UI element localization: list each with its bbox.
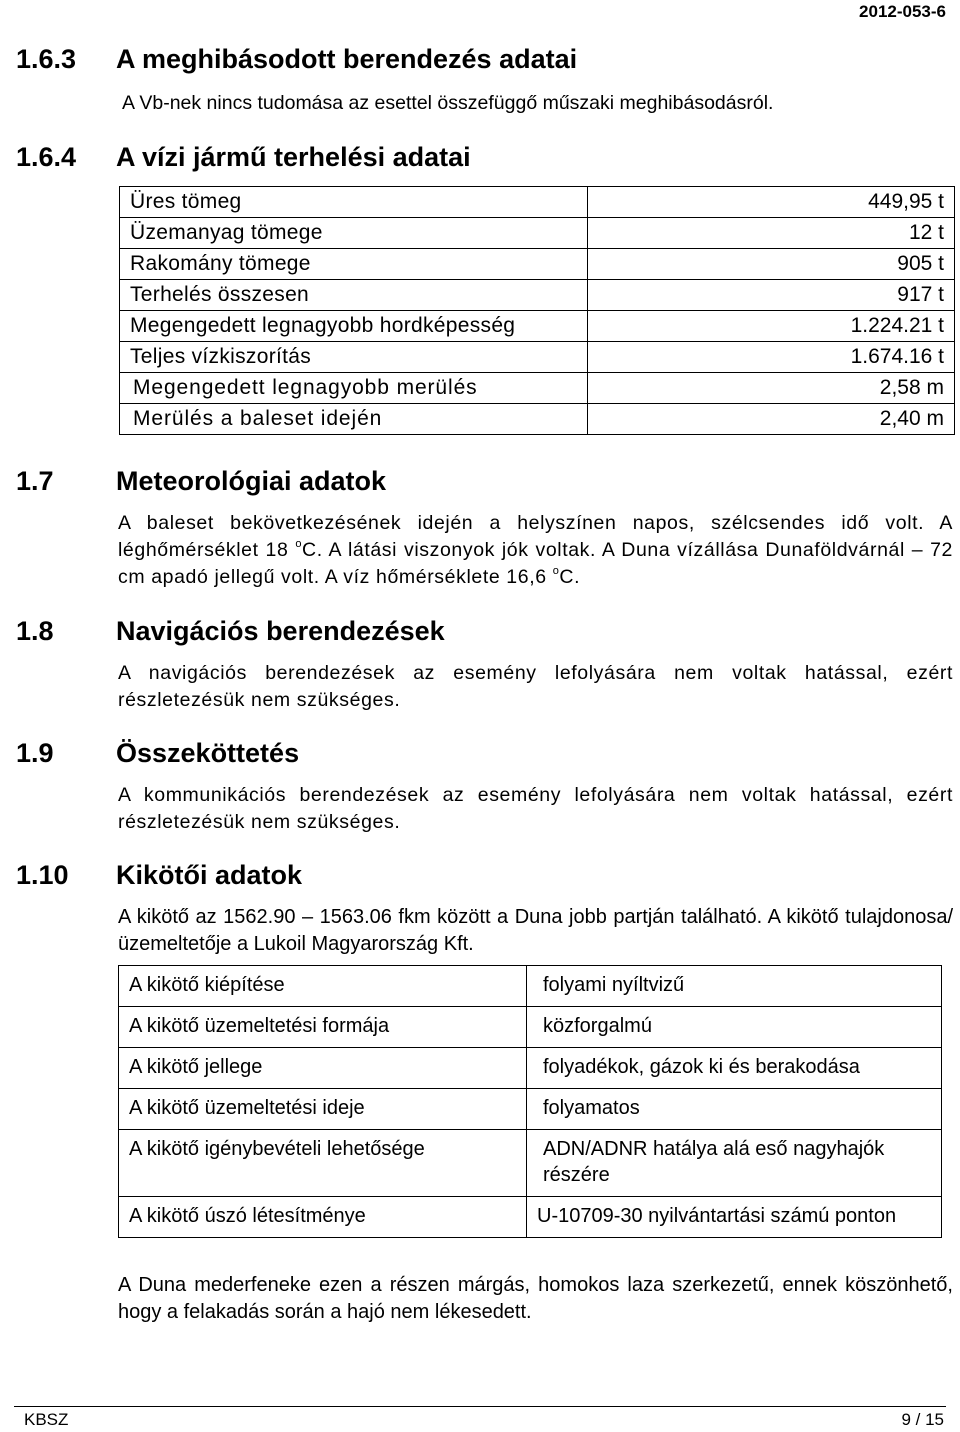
port-data-table <box>118 965 942 1238</box>
port-table-row <box>119 1007 942 1048</box>
load-table-row <box>120 342 955 373</box>
port-key: A kikötő üzemeltetési ideje <box>119 1089 527 1130</box>
section-number: 1.9 <box>16 738 54 768</box>
load-label: Teljes vízkiszorítás <box>120 342 588 373</box>
port-key: A kikötő üzemeltetési formája <box>119 1007 527 1048</box>
load-data-table <box>119 186 955 435</box>
load-value: 449,95 t <box>588 187 955 218</box>
port-key: A kikötő úszó létesítménye <box>119 1197 527 1238</box>
section-number: 1.6.4 <box>16 142 77 172</box>
load-label: Megengedett legnagyobb hordképesség <box>120 311 588 342</box>
port-value: ADN/ADNR hatálya alá eső nagyhajók részére <box>527 1130 942 1197</box>
section-number: 1.7 <box>16 466 54 496</box>
port-value: U-10709-30 nyilvántartási számú ponton <box>527 1197 942 1238</box>
load-table-row <box>120 218 955 249</box>
port-value: közforgalmú <box>527 1007 942 1048</box>
degree-mark: o <box>295 538 303 550</box>
load-label: Merülés a baleset idején <box>120 404 588 435</box>
load-value: 2,58 m <box>588 373 955 404</box>
degree-mark: o <box>552 565 560 577</box>
load-label: Megengedett legnagyobb merülés <box>120 373 588 404</box>
weather-text-part1: A baleset bekövetkezésének idején a helyszínen napos, szélcsendes idő volt. A léghőmérséklet 18 <box>118 512 953 561</box>
load-table-row <box>120 280 955 311</box>
section-title: Összeköttetés <box>116 738 300 768</box>
footer-divider <box>14 1406 946 1407</box>
section-1-10-text: A kikötő az 1562.90 – 1563.06 fkm között a Duna jobb partján található. A kikötő tulajdonosa/üzemeltetője a Lukoil Magyarország Kft. <box>118 906 953 955</box>
port-table-row <box>119 1197 942 1238</box>
load-value: 1.224.21 t <box>588 311 955 342</box>
section-title: A vízi jármű terhelési adatai <box>116 142 471 172</box>
section-number: 1.10 <box>16 860 69 890</box>
port-key: A kikötő jellege <box>119 1048 527 1089</box>
port-value: folyami nyíltvizű <box>527 966 942 1007</box>
load-table-row <box>120 249 955 280</box>
document-number: 2012-053-6 <box>859 2 946 21</box>
port-key: A kikötő kiépítése <box>119 966 527 1007</box>
load-label: Üres tömeg <box>120 187 588 218</box>
load-value: 12 t <box>588 218 955 249</box>
section-title: Navigációs berendezések <box>116 616 445 646</box>
load-value: 917 t <box>588 280 955 311</box>
load-value: 905 t <box>588 249 955 280</box>
load-value: 2,40 m <box>588 404 955 435</box>
section-1-9-text: A kommunikációs berendezések az esemény lefolyására nem voltak hatással, ezért részletezésük nem szükséges. <box>118 784 953 833</box>
footer-org: KBSZ <box>24 1410 69 1429</box>
section-title: Kikötői adatok <box>116 860 303 890</box>
section-1-7-text <box>118 510 953 591</box>
load-table-row <box>120 373 955 404</box>
section-1-10-closing: A Duna mederfeneke ezen a részen márgás, homokos laza szerkezetű, ennek köszönhető, hogy a felakadás során a hajó nem lékesedett. <box>118 1274 953 1323</box>
section-1-6-3-text: A Vb-nek nincs tudomása az esettel összefüggő műszaki meghibásodásról. <box>122 92 774 114</box>
load-table-row <box>120 187 955 218</box>
load-label: Üzemanyag tömege <box>120 218 588 249</box>
port-value: folyamatos <box>527 1089 942 1130</box>
page-number: 9 / 15 <box>901 1410 944 1429</box>
port-table-row <box>119 1048 942 1089</box>
port-value: folyadékok, gázok ki és berakodása <box>527 1048 942 1089</box>
port-key: A kikötő igénybevételi lehetősége <box>119 1130 527 1197</box>
section-1-8-text: A navigációs berendezések az esemény lefolyására nem voltak hatással, ezért részletezésük nem szükséges. <box>118 662 953 711</box>
section-title: A meghibásodott berendezés adatai <box>116 44 578 74</box>
port-table-row <box>119 966 942 1007</box>
load-label: Terhelés összesen <box>120 280 588 311</box>
load-label: Rakomány tömege <box>120 249 588 280</box>
section-title: Meteorológiai adatok <box>116 466 387 496</box>
weather-text-part2: C. A látási viszonyok jók voltak. A Duna vízállása Dunaföldvárnál – 72 cm apadó jellegű volt. A víz hőmérséklete 16,6 <box>118 539 954 588</box>
port-table-row <box>119 1089 942 1130</box>
load-table-row <box>120 311 955 342</box>
weather-text-part3: C. <box>559 566 581 588</box>
load-value: 1.674.16 t <box>588 342 955 373</box>
section-number: 1.8 <box>16 616 54 646</box>
section-number: 1.6.3 <box>16 44 77 74</box>
load-table-row <box>120 404 955 435</box>
port-table-row <box>119 1130 942 1197</box>
